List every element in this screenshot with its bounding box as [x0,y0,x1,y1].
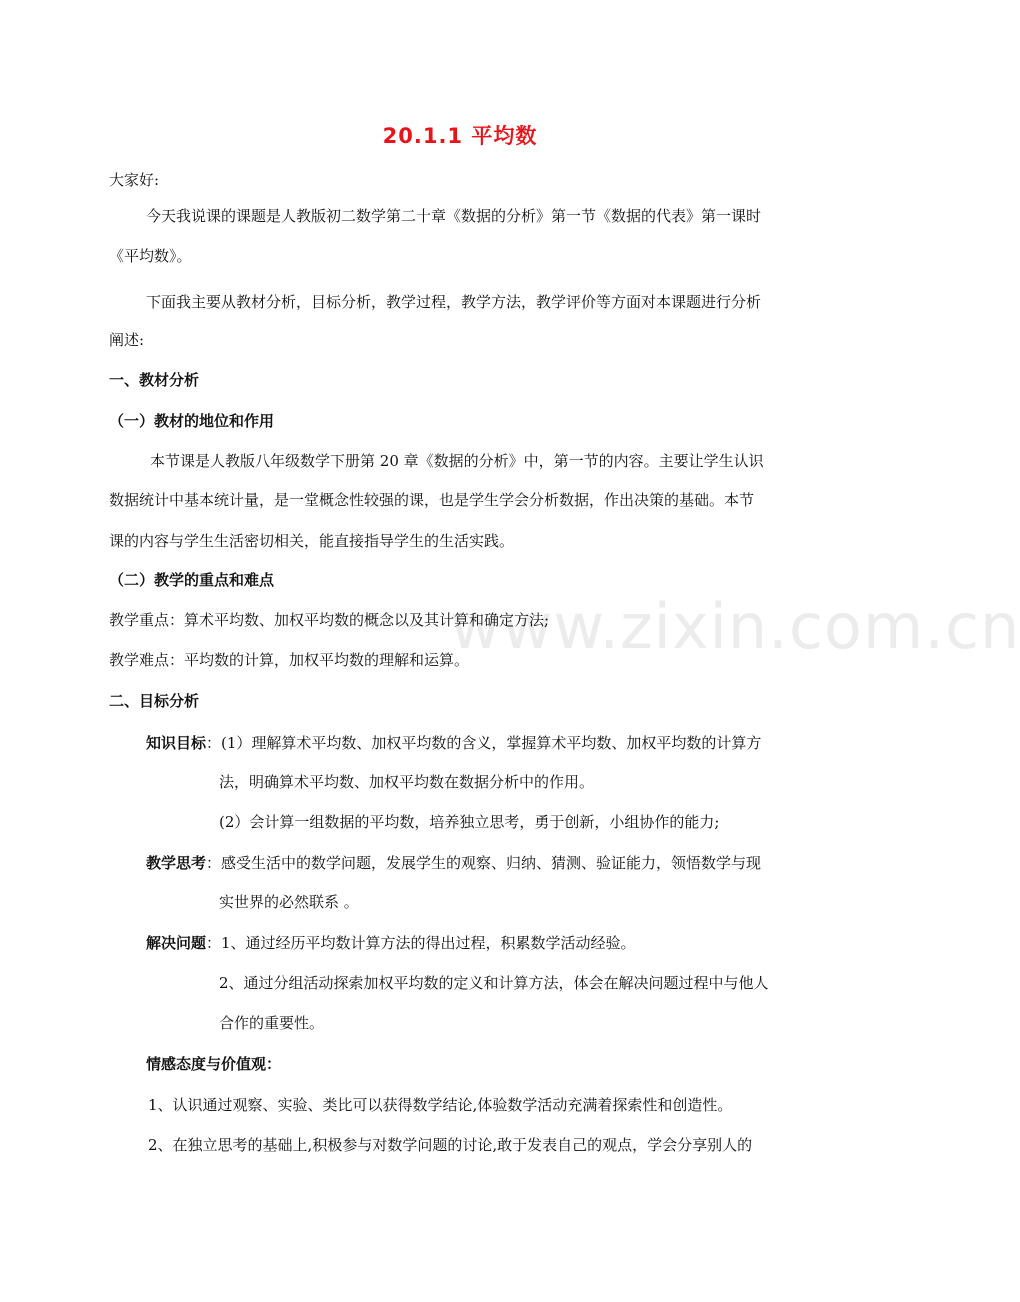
problem-solving-line-2: 2、通过分组活动探索加权平均数的定义和计算方法，体会在解决问题过程中与他人 [219,974,769,992]
section-1-sub-1-line-1: 本节课是人教版八年级数学下册第 20 章《数据的分析》中，第一节的内容。主要让学生认识 [150,452,764,470]
emotion-values-line-1: 1、认识通过观察、实验、类比可以获得数学结论,体验数学活动充满着探索性和创造性。 [148,1096,733,1114]
emotion-values-heading: 情感态度与价值观： [146,1055,282,1073]
teaching-difficulty: 教学难点：平均数的计算，加权平均数的理解和运算。 [109,651,470,669]
teaching-thinking-line-2: 实世界的必然联系 。 [219,893,359,911]
section-2-heading: 二、目标分析 [109,692,200,710]
emotion-values-line-2: 2、在独立思考的基础上,积极参与对数学问题的讨论,敢于发表自己的观点，学会分享别人的 [148,1136,753,1154]
knowledge-goal-line-3: (2）会计算一组数据的平均数，培养独立思考，勇于创新，小组协作的能力; [219,813,720,831]
knowledge-goal-text: ：(1）理解算术平均数、加权平均数的含义，掌握算术平均数、加权平均数的计算方 [206,734,762,752]
section-1-sub-2-heading: （二）教学的重点和难点 [109,571,275,589]
watermark: www.zixin.com.cn [450,590,1020,663]
knowledge-goal-line-1 [146,733,761,753]
section-1-sub-1-heading: （一）教材的地位和作用 [109,412,275,430]
greeting: 大家好: [109,171,160,189]
problem-solving-label: 解决问题 [146,934,207,952]
knowledge-goal-line-2: 法，明确算术平均数、加权平均数在数据分析中的作用。 [219,773,595,791]
problem-solving-line-3: 合作的重要性。 [219,1014,325,1032]
teaching-thinking-line-1 [146,853,761,873]
teaching-focus: 教学重点：算术平均数、加权平均数的概念以及其计算和确定方法; [109,611,550,629]
section-1-sub-1-line-2: 数据统计中基本统计量，是一堂概念性较强的课，也是学生学会分析数据，作出决策的基础。本节 [109,491,755,509]
section-1-heading: 一、教材分析 [109,371,200,389]
teaching-thinking-label: 教学思考 [146,854,207,872]
intro-paragraph-2-line-2: 阐述: [109,331,145,349]
problem-solving-text: ：1、通过经历平均数计算方法的得出过程，积累数学活动经验。 [206,934,636,952]
knowledge-goal-label: 知识目标 [146,734,207,752]
intro-paragraph-2-line-1: 下面我主要从教材分析，目标分析，教学过程，教学方法，教学评价等方面对本课题进行分析 [146,293,762,311]
intro-paragraph-1-line-1: 今天我说课的课题是人教版初二数学第二十章《数据的分析》第一节《数据的代表》第一课时 [146,207,762,225]
problem-solving-line-1 [146,933,636,953]
document-title: 20.1.1 平均数 [382,124,538,148]
intro-paragraph-1-line-2: 《平均数》。 [109,247,192,265]
section-1-sub-1-line-3: 课的内容与学生生活密切相关，能直接指导学生的生活实践。 [109,532,515,550]
teaching-thinking-text: ：感受生活中的数学问题，发展学生的观察、归纳、猜测、验证能力，领悟数学与现 [206,854,762,872]
